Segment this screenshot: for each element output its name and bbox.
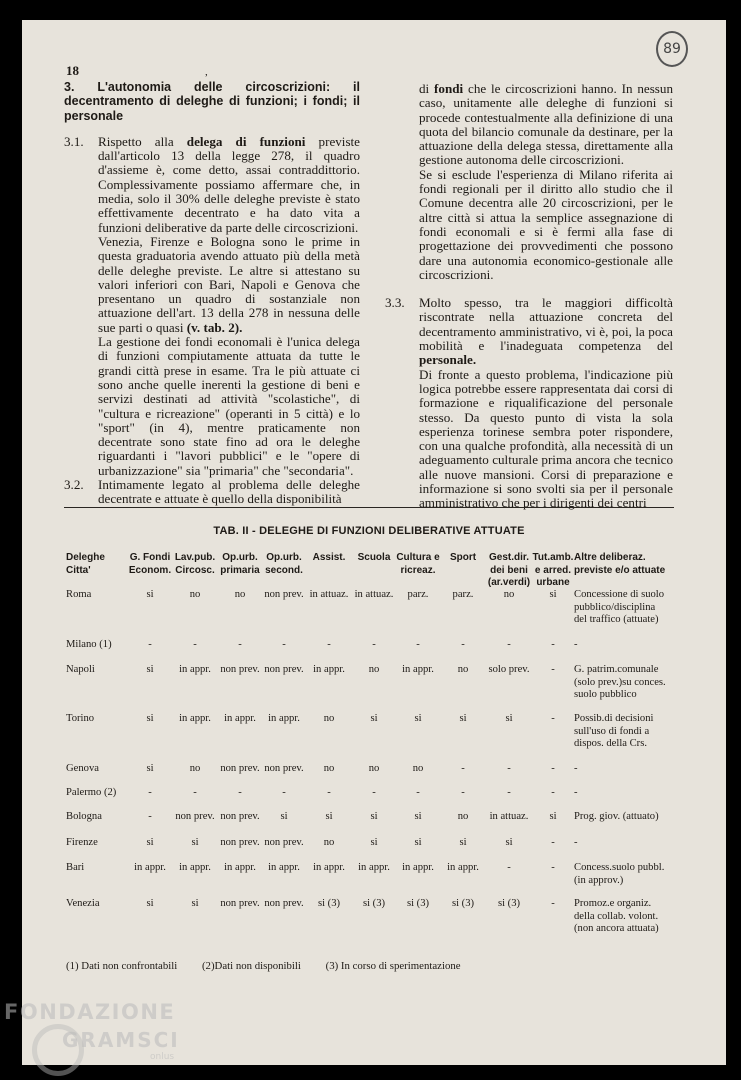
table-cell: si: [370, 811, 378, 822]
table-cell: no: [323, 713, 335, 724]
column-header: Lav.pub.: [174, 552, 216, 563]
table-cell-other: G. patrim.comunale: [574, 664, 659, 675]
table-cell: in appr.: [268, 713, 300, 724]
table-cell: no: [234, 589, 246, 600]
table-cell-other: della collab. volont.: [574, 910, 659, 922]
table-cell: in appr.: [313, 664, 345, 675]
table-cell-other: sull'uso di fondi a: [574, 725, 650, 737]
archive-number-stamp: 89: [656, 31, 688, 67]
table-cell: in appr.: [313, 862, 345, 873]
column-header: Op.urb.: [266, 552, 302, 563]
paragraph-number: 3.2.: [64, 477, 84, 493]
table-cell: -: [282, 639, 286, 650]
table-cell: si: [414, 713, 422, 724]
row-city-label: Bologna: [66, 811, 102, 822]
table-cell: -: [416, 639, 420, 650]
row-city-label: Venezia: [66, 898, 100, 909]
table-cell-other: pubblico/disciplina: [574, 601, 656, 613]
table-cell: si (3): [362, 898, 386, 909]
table-cell: si: [146, 713, 154, 724]
column-header: Circosc.: [175, 564, 215, 576]
table-cell: -: [507, 639, 511, 650]
table-cell: non prev.: [220, 837, 260, 848]
table-cell: si: [146, 763, 154, 774]
paragraph-text: Di fronte a questo problema, l'indicazione più logica potrebbe essere rappresentata dai corsi di formazione e riqualificazione del personale stesso. Da questo punto di vista la sola esperienza torinese sembra poter rispondere, con una qualche profondità, alla necessità di un adeguamento culturale prima ancora che tecnico alle nuove mansioni. Corsi di preparazione e informazione si sono svolti sia per il personale amministrativo che per i dirigenti dei centri: [419, 366, 673, 511]
table-cell-other: (in approv.): [574, 874, 624, 886]
table-cell-other: suolo pubblico: [574, 689, 637, 700]
column-header: previste e/o attuate: [574, 564, 666, 576]
footnote: (2)Dati non disponibili: [201, 960, 301, 972]
table-cell: -: [238, 639, 242, 650]
table-cell: non prev.: [220, 763, 260, 774]
table-cell: in appr.: [224, 862, 256, 873]
watermark-line: GRAMSCI: [62, 1028, 180, 1052]
table-cell: parz.: [407, 589, 429, 600]
column-header: urbane: [536, 577, 570, 588]
table-footnotes: [66, 960, 483, 972]
table-cell: si (3): [406, 898, 430, 909]
page-number: 18: [66, 63, 79, 78]
paragraph-text: [98, 135, 360, 235]
row-city-label: Torino: [66, 713, 95, 724]
table-cell: -: [551, 639, 555, 650]
row-city-label: Genova: [66, 763, 99, 774]
column-header: e arred.: [534, 564, 572, 576]
table-cell: in appr.: [358, 862, 390, 873]
table-cell: -: [193, 639, 197, 650]
paragraph-number: 3.3.: [385, 295, 405, 311]
divider-rule: [64, 507, 674, 508]
table-cell: non prev.: [264, 837, 304, 848]
paragraph-text: Intimamente legato al problema delle deleghe decentrate e attuate è quello della disponibilità: [98, 477, 360, 507]
table-cell: si: [549, 811, 557, 822]
table-cell: si: [191, 837, 199, 848]
table-cell: in appr.: [224, 713, 256, 724]
table-cell: non prev.: [264, 763, 304, 774]
row-city-label: Napoli: [66, 664, 95, 675]
table-cell: -: [461, 787, 465, 798]
text-run: Rispetto alla: [98, 133, 187, 149]
column-header: ricreaz.: [400, 564, 436, 576]
column-header: dei beni: [490, 564, 528, 576]
bold-term: fondi: [434, 81, 464, 96]
table-cell: -: [551, 837, 555, 848]
table-cell: -: [507, 763, 511, 774]
table-cell: no: [368, 664, 380, 675]
column-header: Gest.dir.: [488, 552, 529, 563]
table-cell: -: [148, 787, 152, 798]
table-cell-other: Prog. giov. (attuato): [574, 811, 659, 822]
paragraph-3-3: [385, 296, 673, 510]
table-cell-other: del traffico (attuate): [574, 614, 659, 625]
table-cell: si: [414, 811, 422, 822]
table-cell-other: Concess.suolo pubbl.: [574, 862, 665, 873]
table-cell: si: [505, 837, 513, 848]
table-cell: no: [189, 589, 201, 600]
column-header: Deleghe: [66, 552, 105, 563]
paragraph-text: [419, 82, 673, 168]
table-cell: no: [368, 763, 380, 774]
table-cell: si: [146, 898, 154, 909]
table-cell: non prev.: [264, 664, 304, 675]
table-cell: si: [414, 837, 422, 848]
table-cell: si: [325, 811, 333, 822]
watermark: [4, 1000, 224, 1076]
table-cell: in appr.: [134, 862, 166, 873]
table-cell: no: [189, 763, 201, 774]
right-column: [385, 82, 673, 511]
table-cell-other: -: [574, 787, 578, 798]
table-cell: -: [372, 639, 376, 650]
table-cell: -: [551, 713, 555, 724]
table-cell: -: [148, 811, 152, 822]
table-cell: si: [549, 589, 557, 600]
row-city-label: Roma: [66, 589, 92, 600]
table-cell: in appr.: [447, 862, 479, 873]
column-header: Citta': [66, 564, 91, 576]
column-header: Tut.amb.: [532, 552, 574, 563]
table-cell: si: [146, 837, 154, 848]
column-header: Altre deliberaz.: [574, 552, 646, 563]
table-cell: -: [148, 639, 152, 650]
table-cell: non prev.: [264, 898, 304, 909]
column-header: Econom.: [128, 564, 172, 576]
table-cell: non prev.: [220, 664, 260, 675]
table-cell: si: [280, 811, 288, 822]
table-cell: si (3): [317, 898, 341, 909]
table-cell: non prev.: [264, 589, 304, 600]
table-cell: -: [551, 898, 555, 909]
column-header: Cultura e: [396, 552, 440, 563]
table-cell: no: [323, 837, 335, 848]
table-cell: -: [327, 787, 331, 798]
column-header: Assist.: [312, 552, 346, 563]
table-cell-other: -: [574, 639, 578, 650]
table-cell: si: [459, 837, 467, 848]
table-cell: no: [457, 664, 469, 675]
row-city-label: Bari: [66, 862, 85, 873]
table-cell: in appr.: [402, 862, 434, 873]
watermark-line: onlus: [150, 1052, 175, 1062]
table-cell: non prev.: [175, 811, 215, 822]
table-cell: in appr.: [268, 862, 300, 873]
paragraph-3-2-continued: [385, 82, 673, 282]
row-city-label: Firenze: [66, 837, 98, 848]
table-cell: no: [503, 589, 515, 600]
table-cell: -: [416, 787, 420, 798]
table-cell: -: [551, 763, 555, 774]
table-cell: no: [323, 763, 335, 774]
table-cell: si: [146, 589, 154, 600]
table-cell-other: dispos. della Crs.: [574, 738, 647, 749]
table-cell: si: [505, 713, 513, 724]
table-cell: -: [551, 787, 555, 798]
table-cell: in attuaz.: [354, 589, 394, 600]
table-cell-other: Possib.di decisioni: [574, 713, 654, 724]
row-city-label: Palermo (2): [66, 787, 117, 798]
table-cell: -: [282, 787, 286, 798]
bold-term: delega di funzioni: [186, 133, 306, 149]
table-cell: -: [461, 763, 465, 774]
table-cell: -: [507, 862, 511, 873]
text-run: Venezia, Firenze e Bologna sono le prime in questa graduatoria avendo attuato più della metà delle deleghe previste. Le altre si attestano su valori inferiori con Bari, Napoli e Genova che presentano un quadro di sostanziale non attuazione dell'art. 13 della 278 in nessuna delle sue parti o quasi: [98, 233, 360, 335]
paragraph-3-2: [64, 478, 360, 507]
table-cell: no: [457, 811, 469, 822]
table-cell: non prev.: [220, 811, 260, 822]
text-run: Molto spesso, tra le maggiori difficoltà riscontrate nella attuazione concreta del decentramento amministrativo, vi è, poi, la poca mobilità e l'inadeguata competenza del: [419, 295, 673, 354]
table-cell: si: [459, 713, 467, 724]
table-title: TAB. II - DELEGHE DI FUNZIONI DELIBERATIVE ATTUATE: [213, 525, 525, 537]
table-cell: solo prev.: [488, 664, 530, 675]
column-header: primaria: [220, 564, 260, 576]
left-column: [64, 80, 360, 507]
paragraph-gap: [385, 282, 673, 296]
table-cell: parz.: [452, 589, 474, 600]
table-cell: si: [370, 837, 378, 848]
column-header: Sport: [449, 552, 477, 563]
table-cell: si (3): [497, 898, 521, 909]
column-header: second.: [265, 564, 303, 576]
row-city-label: Milano (1): [66, 639, 112, 650]
table-cell-other: Promoz.e organiz.: [574, 898, 652, 909]
table-cell: -: [372, 787, 376, 798]
paragraph-3-1: [64, 135, 360, 478]
table-cell: si: [370, 713, 378, 724]
table-cell: -: [238, 787, 242, 798]
column-header: G. Fondi: [129, 552, 171, 563]
paragraph-text: [98, 235, 360, 335]
paragraph-number: 3.1.: [64, 133, 84, 149]
table-cell: in attuaz.: [489, 811, 529, 822]
watermark-line: FONDAZIONE: [4, 1000, 176, 1024]
table-cell: non prev.: [220, 898, 260, 909]
column-header: Scuola: [357, 552, 391, 563]
table-cell: -: [461, 639, 465, 650]
table-cell: in appr.: [179, 713, 211, 724]
table-cell: in appr.: [179, 862, 211, 873]
paragraph-text: La gestione dei fondi economali è l'unica delega di funzioni compiutamente attuata da tutte le grandi città prese in esame. Tra le più attuate ci sono anche quelle inerenti la gestione di beni e servizi destinati ad attività "scolastiche", di "cultura e ricreazione" (operanti in 5 città) e lo "sport" (in 4), mentre praticamente non decentrate sono state fino ad ora le deleghe riguardanti i "lavori pubblici" e le "opere di urbanizzazione" sia "primaria" che "secondaria".: [98, 334, 360, 478]
column-header: Op.urb.: [222, 552, 258, 563]
bold-term: personale.: [419, 352, 477, 368]
table-cell: no: [412, 763, 424, 774]
table-cell-other: (solo prev.)su conces.: [574, 676, 666, 688]
section-title: 3. L'autonomia delle circoscrizioni: il decentramento di deleghe di funzioni; i fondi; il personale: [64, 80, 360, 123]
table-cell: in appr.: [179, 664, 211, 675]
table-cell: si: [191, 898, 199, 909]
table-cell-other: -: [574, 763, 578, 774]
column-header: (ar.verdi): [487, 577, 531, 588]
footnote: (1) Dati non confrontabili: [66, 960, 178, 972]
table-cell: in appr.: [402, 664, 434, 675]
table-reference: (v. tab. 2).: [186, 319, 243, 335]
table-cell: in attuaz.: [309, 589, 349, 600]
paragraph-text: [419, 296, 673, 367]
table-cell: si (3): [451, 898, 475, 909]
text-run: previste dall'articolo 13 della legge 278, il quadro d'assieme è, come detto, assai contraddittorio. Complessivamente possiamo affermare che, in media, solo il 30% delle deleghe previste è stato effettivamente decentrato e ha dato vita a funzioni deliberative da parte delle circoscrizioni.: [98, 133, 360, 235]
paragraph-text: Se si esclude l'esperienza di Milano riferita ai fondi regionali per il diritto allo studio che il Comune decentra alle 20 circoscrizioni, per le altre città si attua la semplice assegnazione di fondi economali e si è fermi alla fase di progettazione dei provvedimenti che possono dare una autonomia economico-gestionale alle circoscrizioni.: [419, 166, 673, 282]
text-run: che le circoscrizioni hanno. In nessun caso, unitamente alle deleghe di funzioni si procede contestualmente alla definizione di una quota del bilancio comunale da destinare, per la attuazione della delega stessa, direttamente alla gestione autonoma delle circoscrizioni.: [419, 81, 673, 168]
text-run: di: [419, 81, 435, 96]
table-cell-other: Concessione di suolo: [574, 589, 665, 600]
table-cell: si: [146, 664, 154, 675]
table-cell-other: -: [574, 837, 578, 848]
stray-mark: ,: [205, 66, 208, 78]
table-cell: -: [507, 787, 511, 798]
table-cell: -: [327, 639, 331, 650]
footnote: (3) In corso di sperimentazione: [325, 960, 461, 972]
table-cell: -: [551, 862, 555, 873]
table-cell: -: [551, 664, 555, 675]
table-cell: -: [193, 787, 197, 798]
table-cell-other: (non ancora attuata): [574, 923, 659, 934]
